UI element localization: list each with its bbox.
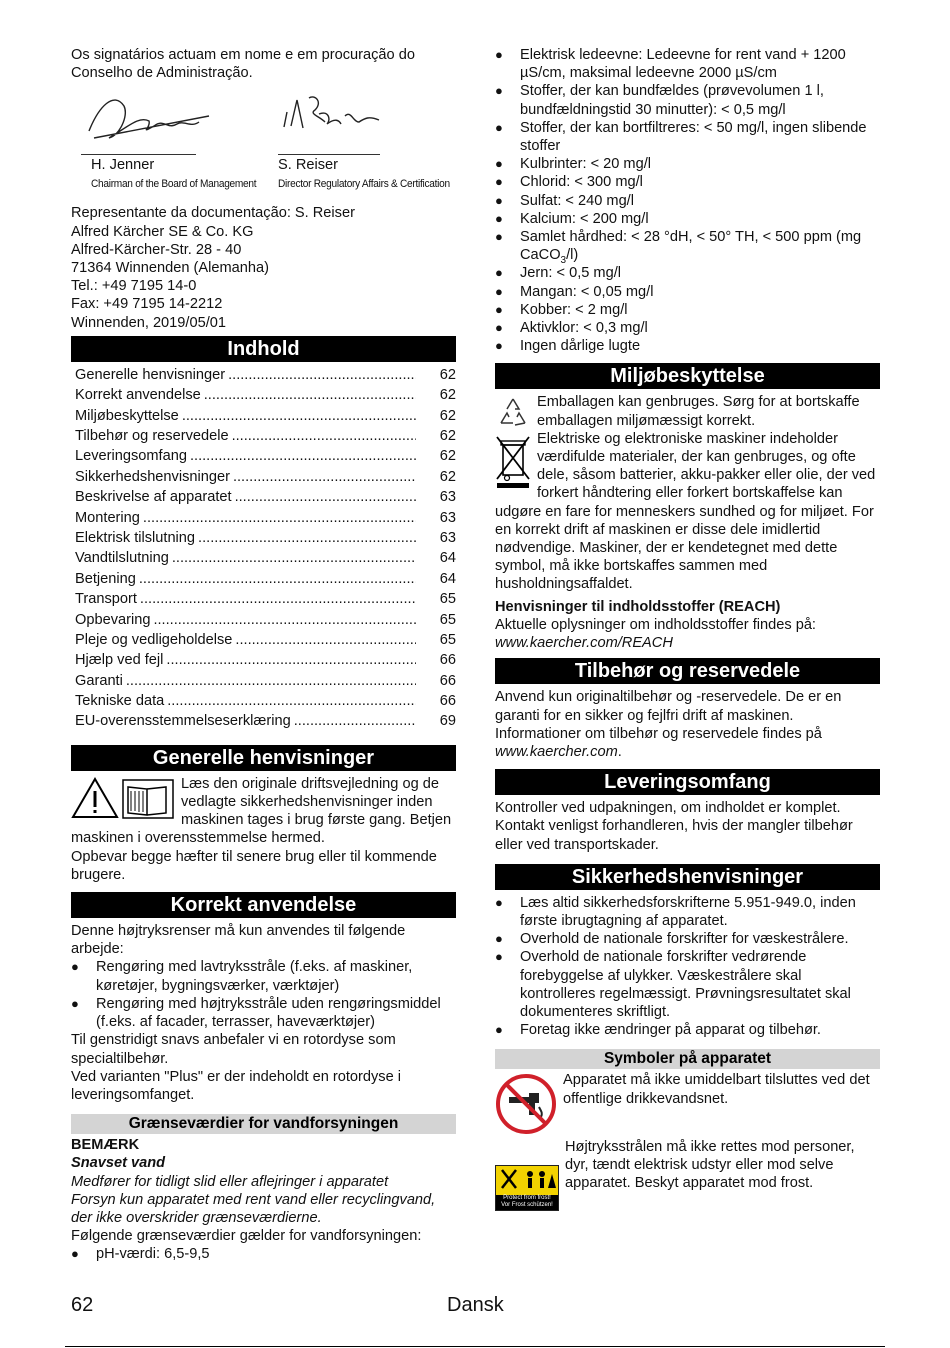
list-item: ● Stoffer, der kan bortfiltreres: < 50 mg/l, ingen slibende stoffer: [495, 119, 880, 155]
toc-item[interactable]: Garanti ..... 66: [71, 672, 456, 692]
list-item: ● Jern: < 0,5 mg/l: [495, 264, 880, 282]
footer-language: Dansk: [447, 1294, 504, 1316]
section-heading-water: Grænseværdier for vandforsyningen: [71, 1114, 456, 1134]
toc-item[interactable]: Generelle henvisninger ..... 62: [71, 366, 456, 386]
frost-label: Protect from frost! Vor Frost schützen!: [496, 1195, 558, 1210]
weee-text: Elektriske og elektroniske maskiner indeholder værdifulde materialer, der kan genbruges, og ofte dele, såsom batterier, akku-pakker eller olie, der ved forkert håndtering eller forkert bortskaffelse kan udgøre en fare for menneskers sundhed og for miljøet. For en korrekt drift af maskinen er disse dele imidlertid nødvendige. Maskiner, der er kendetegnet med dette symbol, må ikke bortskaffes sammen med husholdningsaffaldet.: [495, 430, 876, 593]
section-heading-general: Generelle henvisninger: [71, 745, 456, 771]
signature-line-1: [81, 154, 196, 155]
section-heading-env: Miljøbeskyttelse: [495, 363, 880, 389]
toc-heading: Indhold: [71, 336, 456, 362]
list-item: ● Ingen dårlige lugte: [495, 337, 880, 355]
contact-line: Alfred Kärcher SE & Co. KG: [71, 223, 254, 240]
water-list-start: [71, 1245, 456, 1263]
recycle-text: Emballagen kan genbruges. Sørg for at bortskaffe emballagen miljømæssigt korrekt.: [537, 394, 860, 429]
usage-text-3: Ved varianten "Plus" er der indeholdt en rotordyse i leveringsomfanget.: [71, 1068, 401, 1103]
accessories-text: Anvend kun originaltilbehør og -reservedele. De er en garanti for en sikker og fejlfri drift af maskinen.: [495, 689, 842, 724]
no-spray-at-people-icon: [496, 1166, 558, 1194]
signer-role-2: Director Regulatory Affairs & Certification: [278, 177, 450, 190]
list-item: ● Kobber: < 2 mg/l: [495, 301, 880, 319]
contact-line: Alfred-Kärcher-Str. 28 - 40: [71, 241, 242, 258]
toc-item[interactable]: Hjælp ved fejl ..... 66: [71, 651, 456, 671]
signer-name-1: H. Jenner: [91, 157, 155, 174]
frost-warning-icon: [495, 1165, 559, 1211]
signer-name-2: S. Reiser: [278, 157, 339, 174]
note-head: Snavset vand: [71, 1155, 166, 1172]
signature-reiser-image: [279, 92, 389, 137]
signature-line-2: [278, 154, 380, 155]
list-item: ● Foretag ikke ændringer på apparat og tilbehør.: [495, 1021, 880, 1039]
usage-text-2: Til genstridigt snavs anbefaler vi en rotordyse som specialtilbehør.: [71, 1032, 396, 1067]
table-of-contents: [71, 366, 456, 733]
general-text-2: Opbevar begge hæfter til senere brug eller til kommende brugere.: [71, 848, 437, 883]
toc-item[interactable]: EU-overensstemmelseserklæring ..... 69: [71, 712, 456, 732]
note-text-2: Forsyn kun apparatet med rent vand eller recyclingvand, der ikke overskrider grænseværdierne.: [71, 1191, 436, 1226]
toc-item[interactable]: Betjening ..... 64: [71, 570, 456, 590]
water-text: Følgende grænseværdier gælder for vandforsyningen:: [71, 1228, 422, 1245]
safety-list: [495, 894, 880, 1040]
delivery-text: Kontroller ved udpakningen, om indholdet er komplet. Kontakt venligst forhandleren, hvis der mangler tilbehør eller ved transportskader.: [495, 800, 853, 853]
accessories-text-2: Informationer om tilbehør og reservedele findes på: [495, 725, 822, 742]
list-item: ● Kulbrinter: < 20 mg/l: [495, 155, 880, 173]
list-item: ● Kalcium: < 200 mg/l: [495, 210, 880, 228]
toc-item[interactable]: Sikkerhedshenvisninger ..... 62: [71, 468, 456, 488]
env-section: [495, 393, 880, 652]
water-list-cont: [495, 46, 880, 355]
toc-item[interactable]: Vandtilslutning ..... 64: [71, 549, 456, 569]
list-item: ● pH-værdi: 6,5-9,5: [71, 1245, 456, 1263]
list-item: ● Chlorid: < 300 mg/l: [495, 173, 880, 191]
signer-role-1: Chairman of the Board of Management: [91, 177, 257, 190]
symbols-section: [495, 1071, 880, 1209]
toc-item[interactable]: Opbevaring ..... 65: [71, 611, 456, 631]
signature-block: [71, 82, 456, 192]
contact-line: 71364 Winnenden (Alemanha): [71, 260, 269, 277]
toc-item[interactable]: Tekniske data ..... 66: [71, 692, 456, 712]
list-item: ● Overhold de nationale forskrifter for væskestrålere.: [495, 930, 880, 948]
general-icons: [71, 777, 175, 826]
usage-list: [71, 958, 456, 1031]
general-section: [71, 775, 456, 884]
recycle-icon: [495, 395, 531, 431]
usage-text: Denne højtryksrenser må kun anvendes til følgende arbejde:: [71, 923, 406, 958]
list-item: ● Mangan: < 0,05 mg/l: [495, 283, 880, 301]
contact-line: Winnenden, 2019/05/01: [71, 314, 226, 331]
reach-text: Aktuelle oplysninger om indholdsstoffer findes på:: [495, 616, 816, 633]
footer-divider: [65, 1346, 885, 1347]
section-heading-safety: Sikkerhedshenvisninger: [495, 864, 880, 890]
contact-line: Tel.: +49 7195 14-0: [71, 278, 197, 295]
note-label: BEMÆRK: [71, 1137, 140, 1154]
list-item: ● Stoffer, der kan bundfældes (prøvevolumen 1 l, bundfældningstid 30 minutter): < 0,5 mg/l: [495, 82, 880, 118]
section-heading-accessories: Tilbehør og reservedele: [495, 658, 880, 684]
list-item: ● Elektrisk ledeevne: Ledeevne for rent vand + 1200 µS/cm, maksimal ledeevne 2000 µS/cm: [495, 46, 880, 82]
weee-bin-icon: [495, 435, 531, 489]
contact-block: [71, 204, 456, 331]
toc-item[interactable]: Pleje og vedligeholdelse ..... 65: [71, 631, 456, 651]
list-item: ● Overhold de nationale forskrifter vedrørende forebyggelse af ulykker. Væskestrålere skal kontrolleres regelmæssigt. Prøvningsresultatet skal dokumenteres skriftligt.: [495, 948, 880, 1021]
left-column: [71, 46, 456, 1264]
reach-link[interactable]: www.kaercher.com/REACH: [495, 635, 673, 652]
toc-item[interactable]: Beskrivelse af apparatet ..... 63: [71, 488, 456, 508]
right-column: [495, 46, 880, 1211]
symbol-text-1: Apparatet må ikke umiddelbart tilsluttes ved det offentlige drikkevandsnet.: [563, 1072, 870, 1107]
list-item: ● Rengøring med lavtryksstråle (f.eks. af maskiner, køretøjer, bygningsværker, værktøjer): [71, 958, 456, 994]
toc-item[interactable]: Montering ..... 63: [71, 509, 456, 529]
toc-item[interactable]: Korrekt anvendelse ..... 62: [71, 386, 456, 406]
toc-item[interactable]: Transport ..... 65: [71, 590, 456, 610]
reach-title: Henvisninger til indholdsstoffer (REACH): [495, 598, 781, 615]
accessories-link-line: www.kaercher.com.: [495, 743, 622, 760]
intro-text: Os signatários actuam em nome e em procuração do Conselho de Administração.: [71, 47, 415, 82]
signature-jenner-image: [79, 86, 219, 146]
contact-line: Fax: +49 7195 14-2212: [71, 296, 223, 313]
section-heading-delivery: Leveringsomfang: [495, 769, 880, 795]
list-item: ● Sulfat: < 240 mg/l: [495, 192, 880, 210]
list-item: ● Læs altid sikkerhedsforskrifterne 5.951-949.0, inden første ibrugtagning af apparatet.: [495, 894, 880, 930]
toc-item[interactable]: Tilbehør og reservedele ..... 62: [71, 427, 456, 447]
toc-item[interactable]: Elektrisk tilslutning ..... 63: [71, 529, 456, 549]
note-text: Medfører for tidligt slid eller aflejringer i apparatet: [71, 1173, 389, 1190]
warning-manual-icon: [71, 777, 175, 821]
contact-line: Representante da documentação: S. Reiser: [71, 205, 355, 222]
symbol-text-2: Højtryksstrålen må ikke rettes mod personer, dyr, tændt elektrisk udstyr eller mod selve apparatet. Beskyt apparatet mod frost.: [565, 1138, 855, 1192]
no-drinking-water-connection-icon: [495, 1073, 557, 1135]
page-number: 62: [71, 1294, 94, 1316]
section-heading-symbols: Symboler på apparatet: [495, 1049, 880, 1069]
section-heading-usage: Korrekt anvendelse: [71, 892, 456, 918]
toc-item[interactable]: Miljøbeskyttelse ..... 62: [71, 407, 456, 427]
list-item: ● Samlet hårdhed: < 28 °dH, < 50° TH, < 500 ppm (mg CaCO$_3$/l): [495, 228, 880, 264]
general-text: Læs den originale driftsvejledning og de vedlagte sikkerhedshenvisninger inden maskinen tages i brug første gang. Betjen maskinen i overensstemmelse hermed.: [71, 775, 452, 847]
list-item: ● Rengøring med højtryksstråle uden rengøringsmiddel (f.eks. af facader, terrasser, haveværktøjer): [71, 995, 456, 1031]
accessories-link[interactable]: www.kaercher.com: [495, 743, 618, 760]
toc-item[interactable]: Leveringsomfang ..... 62: [71, 447, 456, 467]
list-item: ● Aktivklor: < 0,3 mg/l: [495, 319, 880, 337]
